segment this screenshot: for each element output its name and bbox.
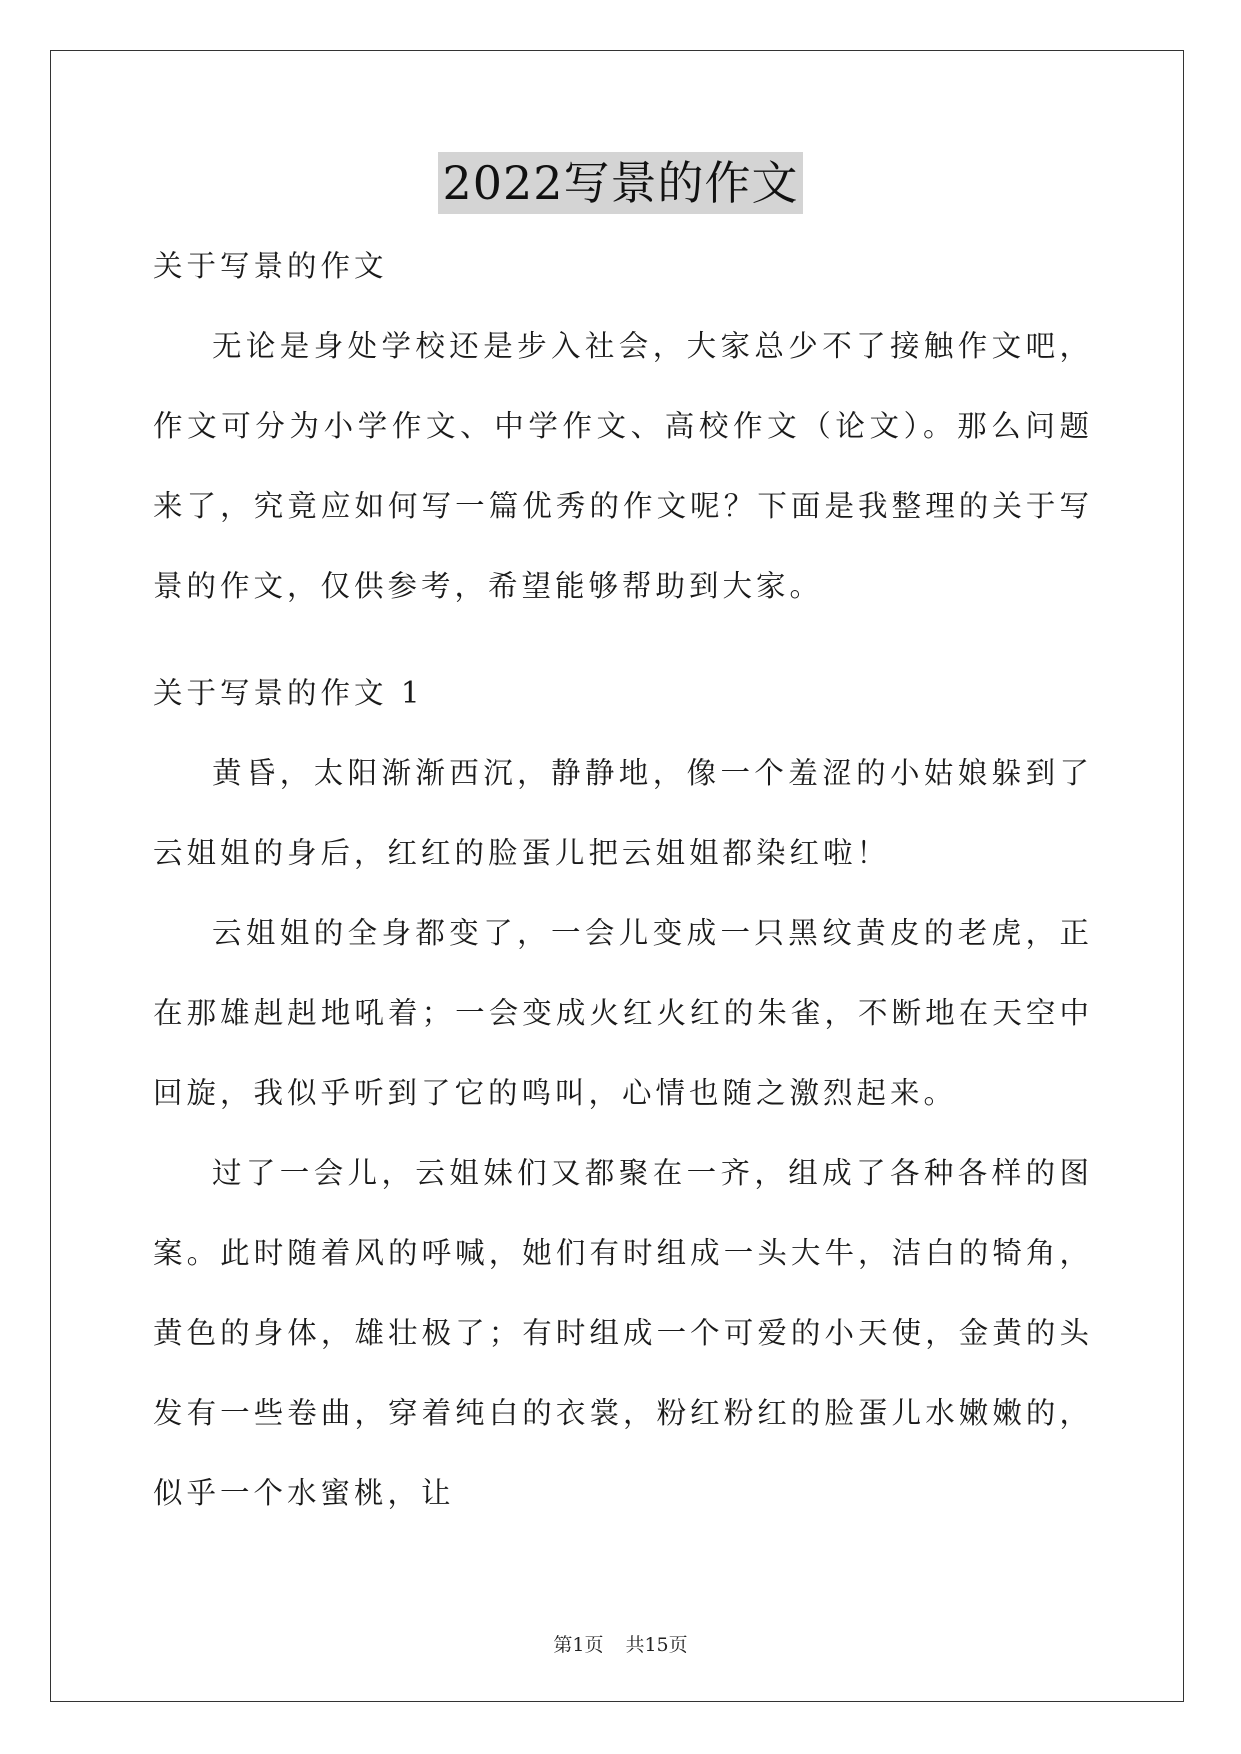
essay-section: [153, 653, 1093, 1533]
essay-paragraph: 过了一会儿，云姐妹们又都聚在一齐，组成了各种各样的图案。此时随着风的呼喊，她们有时组成一头大牛，洁白的犄角，黄色的身体，雄壮极了；有时组成一个可爱的小天使，金黄的头发有一些卷曲，穿着纯白的衣裳，粉红粉红的脸蛋儿水嫩嫩的，似乎一个水蜜桃，让: [153, 1156, 1093, 1510]
section-heading: 关于写景的作文 1: [153, 676, 424, 710]
intro-heading: 关于写景的作文: [153, 249, 388, 283]
title-wrapper: [0, 152, 1241, 214]
intro-paragraph: 无论是身处学校还是步入社会，大家总少不了接触作文吧，作文可分为小学作文、中学作文、高校作文（论文）。那么问题来了，究竟应如何写一篇优秀的作文呢？下面是我整理的关于写景的作文，仅供参考，希望能够帮助到大家。: [153, 329, 1093, 603]
page-footer: [0, 1630, 1241, 1657]
intro-section: [153, 226, 1093, 626]
total-pages: 共15页: [625, 1634, 688, 1656]
essay-paragraph: 云姐姐的全身都变了，一会儿变成一只黑纹黄皮的老虎，正在那雄赳赳地吼着；一会变成火红火红的朱雀，不断地在天空中回旋，我似乎听到了它的鸣叫，心情也随之激烈起来。: [153, 916, 1093, 1110]
page-number: 第1页: [553, 1634, 604, 1656]
document-title: 2022写景的作文: [438, 152, 802, 214]
essay-paragraph: 黄昏，太阳渐渐西沉，静静地，像一个羞涩的小姑娘躲到了云姐姐的身后，红红的脸蛋儿把云姐姐都染红啦！: [153, 756, 1093, 870]
